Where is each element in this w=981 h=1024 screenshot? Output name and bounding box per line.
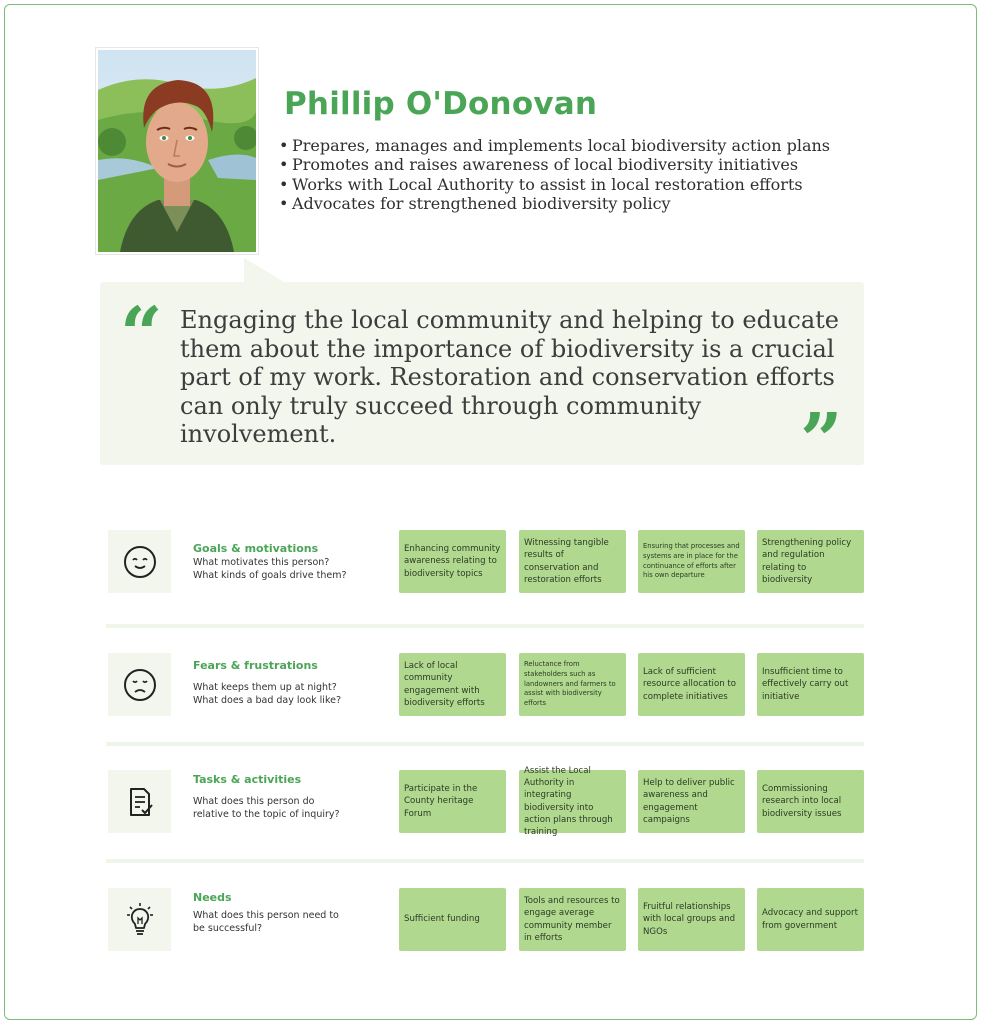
need-card: Fruitful relationships with local groups and NGOs (638, 888, 745, 951)
checklist-icon (108, 770, 171, 833)
persona-quote: Engaging the local community and helping to educate them about the importance of biodiversity is a crucial part of my work. Restoration and conservation efforts can only truly succeed through community involvement. (180, 306, 840, 448)
open-quote-icon: “ (120, 292, 163, 378)
speech-bubble-tail (244, 258, 284, 282)
section-tasks-activities (108, 765, 864, 838)
section-title: Tasks & activities (193, 773, 302, 786)
task-card: Participate in the County heritage Forum (399, 770, 506, 833)
role-bullet: • Works with Local Authority to assist in local restoration efforts (292, 175, 830, 194)
section-title: Goals & motivations (193, 542, 319, 555)
goal-card: Strengthening policy and regulation relating to biodiversity (757, 530, 864, 593)
section-subtitle: What keeps them up at night? What does a bad day look like? (193, 682, 341, 706)
section-divider (106, 624, 864, 628)
section-divider (106, 742, 864, 746)
role-bullet: • Promotes and raises awareness of local biodiversity initiatives (292, 155, 830, 174)
section-divider (106, 859, 864, 863)
role-bullet: • Advocates for strengthened biodiversity policy (292, 194, 830, 213)
role-bullet: • Prepares, manages and implements local biodiversity action plans (292, 136, 830, 155)
section-title: Fears & frustrations (193, 659, 318, 672)
section-subtitle: What motivates this person? What kinds of goals drive them? (193, 557, 347, 581)
task-card: Assist the Local Authority in integrating biodiversity into action plans through training (519, 770, 626, 833)
section-subtitle: What does this person do relative to the topic of inquiry? (193, 796, 340, 820)
close-quote-icon: ” (800, 398, 843, 484)
section-title: Needs (193, 891, 232, 904)
goal-card: Ensuring that processes and systems are in place for the continuance of efforts after his own departure (638, 530, 745, 593)
task-card: Commissioning research into local biodiversity issues (757, 770, 864, 833)
persona-portrait (96, 48, 258, 254)
goal-card: Witnessing tangible results of conservation and restoration efforts (519, 530, 626, 593)
need-card: Advocacy and support from government (757, 888, 864, 951)
goal-card: Enhancing community awareness relating to biodiversity topics (399, 530, 506, 593)
fear-card: Lack of sufficient resource allocation to complete initiatives (638, 653, 745, 716)
need-card: Sufficient funding (399, 888, 506, 951)
section-goals-motivations (108, 530, 864, 594)
fear-card: Reluctance from stakeholders such as landowners and farmers to assist with biodiversity efforts (519, 653, 626, 716)
fear-card: Lack of local community engagement with biodiversity efforts (399, 653, 506, 716)
section-subtitle: What does this person need to be successful? (193, 910, 339, 934)
need-card: Tools and resources to engage average community member in efforts (519, 888, 626, 951)
smile-face-icon (108, 530, 171, 593)
persona-name: Phillip O'Donovan (284, 86, 598, 122)
section-needs (108, 888, 864, 952)
fear-card: Insufficient time to effectively carry out initiative (757, 653, 864, 716)
lightbulb-icon (108, 888, 171, 951)
section-fears-frustrations (108, 653, 864, 717)
quote-box (100, 282, 864, 484)
task-card: Help to deliver public awareness and engagement campaigns (638, 770, 745, 833)
sad-face-icon (108, 653, 171, 716)
role-bullet-list (292, 136, 830, 213)
